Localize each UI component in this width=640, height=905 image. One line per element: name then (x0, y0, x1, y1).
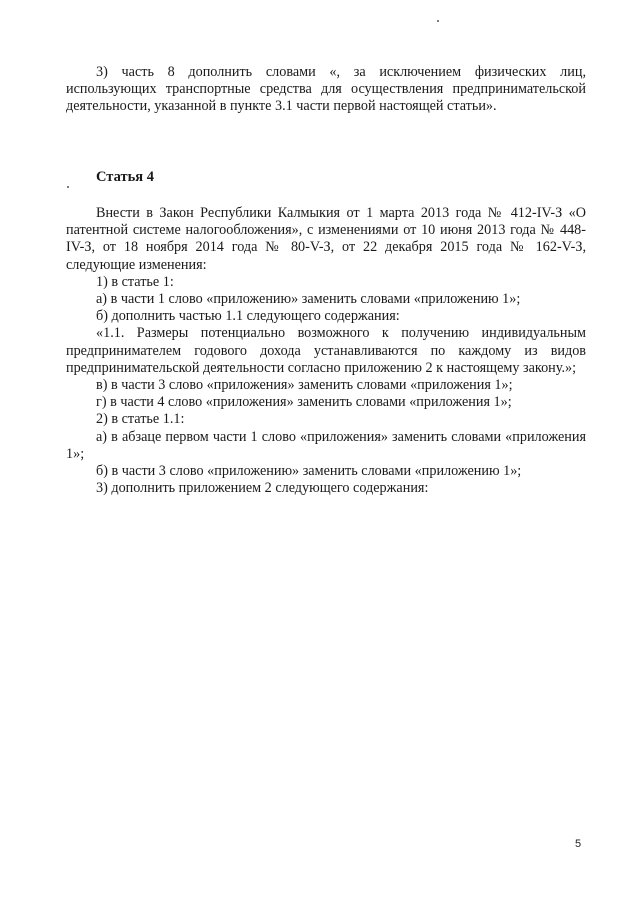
list-item: а) в части 1 слово «приложению» заменить словами «приложению 1»; (96, 291, 521, 308)
list-item: в) в части 3 слово «приложения» заменить словами «приложения 1»; (96, 377, 513, 394)
quoted-paragraph: «1.1. Размеры потенциально возможного к получению индивидуальным предпринимателем годового дохода устанавливаются по каждому из видов предпринимательской деятельности согласно приложению 2 к настоящему закону.»; (66, 325, 586, 376)
list-item: 2) в статье 1.1: (96, 411, 185, 428)
scan-speck (67, 186, 69, 188)
paragraph-intro: Внести в Закон Республики Калмыкия от 1 марта 2013 года № 412-IV-З «О патентной системе налогообложения», с изменениями от 10 июня 2013 года № 448-IV-З, от 18 ноября 2014 года № 80-V-З, от 22 декабря 2015 года № 162-V-З, следующие изменения: (66, 205, 586, 273)
paragraph-part-8: 3) часть 8 дополнить словами «, за исключением физических лиц, использующих транспортные средства для осуществления предпринимательской деятельности, указанной в пункте 3.1 части первой настоящей статьи». (66, 64, 586, 115)
scan-speck (437, 20, 439, 22)
top-paragraph-block (66, 64, 586, 116)
article-heading: Статья 4 (96, 169, 154, 185)
list-item: б) в части 3 слово «приложению» заменить словами «приложению 1»; (96, 463, 522, 480)
list-item: г) в части 4 слово «приложения» заменить словами «приложения 1»; (96, 394, 512, 411)
article-4-body (66, 205, 586, 497)
list-item: а) в абзаце первом части 1 слово «приложения» заменить словами «приложения 1»; (66, 428, 586, 462)
page-number: 5 (575, 838, 582, 850)
list-item: 3) дополнить приложением 2 следующего содержания: (96, 480, 429, 497)
list-item: 1) в статье 1: (96, 273, 174, 290)
list-item: б) дополнить частью 1.1 следующего содержания: (96, 308, 400, 325)
